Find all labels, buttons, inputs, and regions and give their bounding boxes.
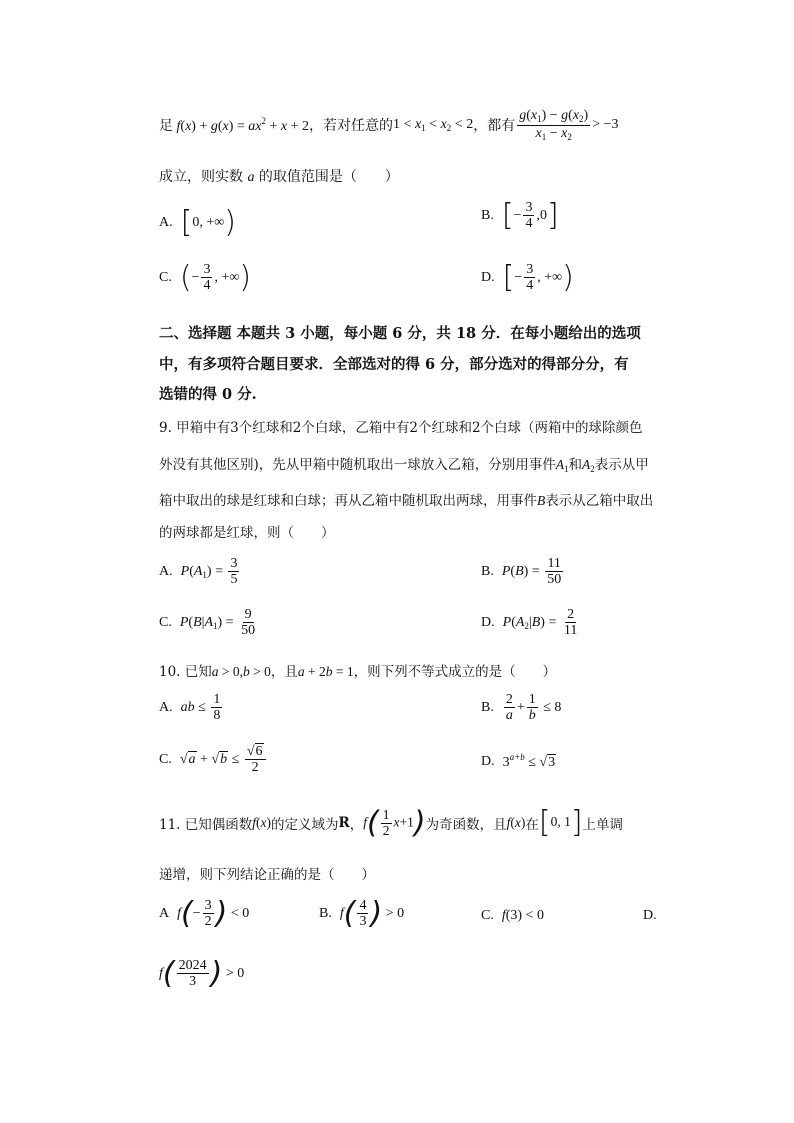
q10-suffix: ，则下列不等式成立的是（ ） bbox=[353, 664, 557, 680]
q9-option-d-expr: $P(A_2|B)$ = $\frac{2}{11}$ bbox=[502, 607, 578, 639]
q8-range-text: 的取值范围是（ ） bbox=[258, 169, 399, 185]
q9-line2c: 表示从甲 bbox=[594, 457, 649, 473]
q10-option-b-expr: $\frac{2}{a}$ + $\frac{1}{b}$ ≤ 8 bbox=[505, 692, 562, 724]
q8-option-b[interactable] bbox=[481, 197, 559, 233]
q8-condition-line bbox=[159, 108, 619, 143]
q11-fx2: f(x) bbox=[506, 815, 526, 831]
q8-variable-a: a bbox=[247, 170, 255, 185]
option-letter: C. bbox=[159, 614, 172, 630]
q10-option-c-expr: √a + √b ≤ $\frac{√6}{2}$ bbox=[180, 744, 268, 776]
q10-option-b[interactable] bbox=[481, 692, 561, 724]
q8-option-a[interactable] bbox=[159, 205, 236, 240]
q11-prefix: 11. 已知偶函数 bbox=[159, 817, 253, 834]
q8-prefix: 足 bbox=[159, 118, 173, 135]
q11-fx: f(x) bbox=[252, 815, 272, 831]
q9-option-b[interactable] bbox=[481, 556, 565, 588]
q10-mid: ，且 bbox=[270, 664, 298, 680]
option-letter: B. bbox=[481, 563, 494, 579]
q11-interval: [0, 1] bbox=[538, 805, 583, 841]
q11-stem-line2: 递增，则下列结论正确的是（ ） bbox=[159, 867, 375, 883]
q11-option-b-expr: f( $\frac{4}{3}$ ) > 0 bbox=[339, 895, 405, 931]
q9-line1: 9. 甲箱中有3个红球和2个白球，乙箱中有2个红球和2个白球（两箱中的球除颜色 bbox=[159, 420, 643, 436]
q11-odd-text: 为奇函数，且 bbox=[425, 817, 507, 834]
q8-interval-formula: $1 < x_1 < x_2 < 2$ bbox=[393, 117, 474, 134]
q8-option-c[interactable] bbox=[159, 259, 252, 295]
option-letter: D. bbox=[481, 614, 495, 630]
q9-event-b: B bbox=[537, 493, 546, 508]
q8-all-text: ，都有 bbox=[473, 118, 516, 135]
q11-option-d[interactable] bbox=[643, 908, 665, 924]
q10-constraint: a + 2b = 1 bbox=[297, 664, 354, 679]
q9-option-c-expr: $P(B|A_1)$ = $\frac{9}{50}$ bbox=[179, 607, 256, 639]
q10-stem bbox=[159, 660, 556, 680]
q8-option-d[interactable] bbox=[481, 259, 574, 295]
q9-option-d[interactable] bbox=[481, 607, 581, 639]
q11-mono-text: 上单调 bbox=[582, 817, 624, 834]
q9-line2b: 和 bbox=[568, 457, 583, 473]
q11-option-a[interactable] bbox=[159, 895, 250, 931]
q8-ratio-fraction: $\frac{g(x_1) - g(x_2)}{x_1 - x_2}$ bbox=[519, 108, 589, 142]
q11-option-a-expr: f(− $\frac{3}{2}$ ) < 0 bbox=[177, 895, 250, 931]
option-letter: B. bbox=[481, 207, 494, 223]
q8-option-c-expr: (− $\frac{3}{4}$ , +∞) bbox=[179, 259, 252, 295]
q10-option-d[interactable] bbox=[481, 752, 556, 771]
q9-line2a: 外没有其他区别)，先从甲箱中随机取出一球放入乙箱，分别用事件 bbox=[159, 457, 556, 473]
option-letter: C. bbox=[159, 751, 172, 767]
q11-domain-text: 的定义域为 bbox=[271, 817, 339, 834]
q9-event-a2: $A_2$ bbox=[582, 457, 595, 474]
q10-option-a[interactable] bbox=[159, 692, 224, 724]
option-letter: B. bbox=[319, 905, 332, 921]
option-letter: D. bbox=[481, 753, 495, 769]
q9-option-a[interactable] bbox=[159, 556, 241, 588]
q8-condition-text: ，若对任意的 bbox=[309, 118, 394, 135]
option-letter: D. bbox=[481, 269, 495, 285]
q9-option-a-expr: $P(A_1)$ = $\frac{3}{5}$ bbox=[180, 556, 238, 588]
q10-option-c[interactable] bbox=[159, 744, 268, 776]
q11-option-c[interactable] bbox=[481, 908, 544, 924]
option-letter: A. bbox=[159, 563, 173, 579]
q10-conditions: a > 0,b > 0 bbox=[211, 664, 271, 679]
q8-option-b-expr: [− $\frac{3}{4}$ ,0] bbox=[501, 197, 559, 233]
q11-option-c-expr: f(3) < 0 bbox=[501, 908, 544, 923]
q8-option-d-expr: [− $\frac{3}{4}$ , +∞) bbox=[502, 259, 574, 295]
option-letter: C. bbox=[481, 908, 494, 923]
q9-event-a1: $A_1$ bbox=[555, 457, 569, 474]
q9-line3b: 表示从乙箱中取出 bbox=[545, 493, 654, 509]
q10-option-d-expr: $3^{a+b} \le √3$ bbox=[502, 752, 556, 770]
option-letter: A. bbox=[159, 215, 173, 230]
q11-option-d-expr[interactable] bbox=[159, 955, 245, 991]
option-letter: A bbox=[159, 905, 170, 921]
q11-option-b[interactable] bbox=[319, 895, 405, 931]
option-letter: A. bbox=[159, 699, 173, 715]
q9-line2 bbox=[159, 453, 649, 474]
option-letter: B. bbox=[481, 699, 494, 715]
q10-option-a-expr: ab ≤ $\frac{1}{8}$ bbox=[180, 692, 221, 724]
q8-option-a-expr: [0, +∞) bbox=[180, 205, 236, 240]
q8-question-line bbox=[159, 166, 399, 186]
section2-line3: 选错的得 0 分. bbox=[159, 386, 257, 403]
option-letter: D. bbox=[643, 908, 657, 923]
q11-stem-line1: 11. 已知偶函数 f(x) 的定义域为 R ， f( $\frac{1}{2}$ x+1) 为奇函数，且 f(x) 在 [0, 1] 上单调 bbox=[159, 805, 624, 841]
q8-sum-formula: $f(x) + g(x) = ax^2 + x + 2$ bbox=[173, 115, 310, 134]
option-letter: C. bbox=[159, 269, 172, 285]
q11-real-set: R bbox=[338, 815, 350, 832]
q9-line3 bbox=[159, 489, 653, 509]
q9-option-c[interactable] bbox=[159, 607, 259, 639]
section2-line1: 二、选择题 本题共 3 小题，每小题 6 分，共 18 分．在每小题给出的选项 bbox=[159, 325, 641, 342]
q8-cont-text: 成立，则实数 bbox=[159, 169, 243, 185]
q11-in-text: 在 bbox=[525, 817, 539, 834]
q10-prefix: 10. 已知 bbox=[159, 664, 212, 680]
q11-option-d-formula: f( $\frac{2024}{3}$ ) > 0 bbox=[159, 955, 245, 991]
q11-shifted-f: f( $\frac{1}{2}$ x+1) bbox=[363, 805, 426, 841]
q8-bound: > −3 bbox=[592, 117, 619, 133]
section2-line2: 中，有多项符合题目要求．全部选对的得 6 分，部分选对的得部分分，有 bbox=[159, 356, 629, 373]
q9-line3a: 箱中取出的球是红球和白球；再从乙箱中随机取出两球，用事件 bbox=[159, 493, 537, 509]
q9-option-b-expr: P(B) = $\frac{11}{50}$ bbox=[501, 556, 562, 588]
q9-line4: 的两球都是红球，则（ ） bbox=[159, 525, 335, 541]
